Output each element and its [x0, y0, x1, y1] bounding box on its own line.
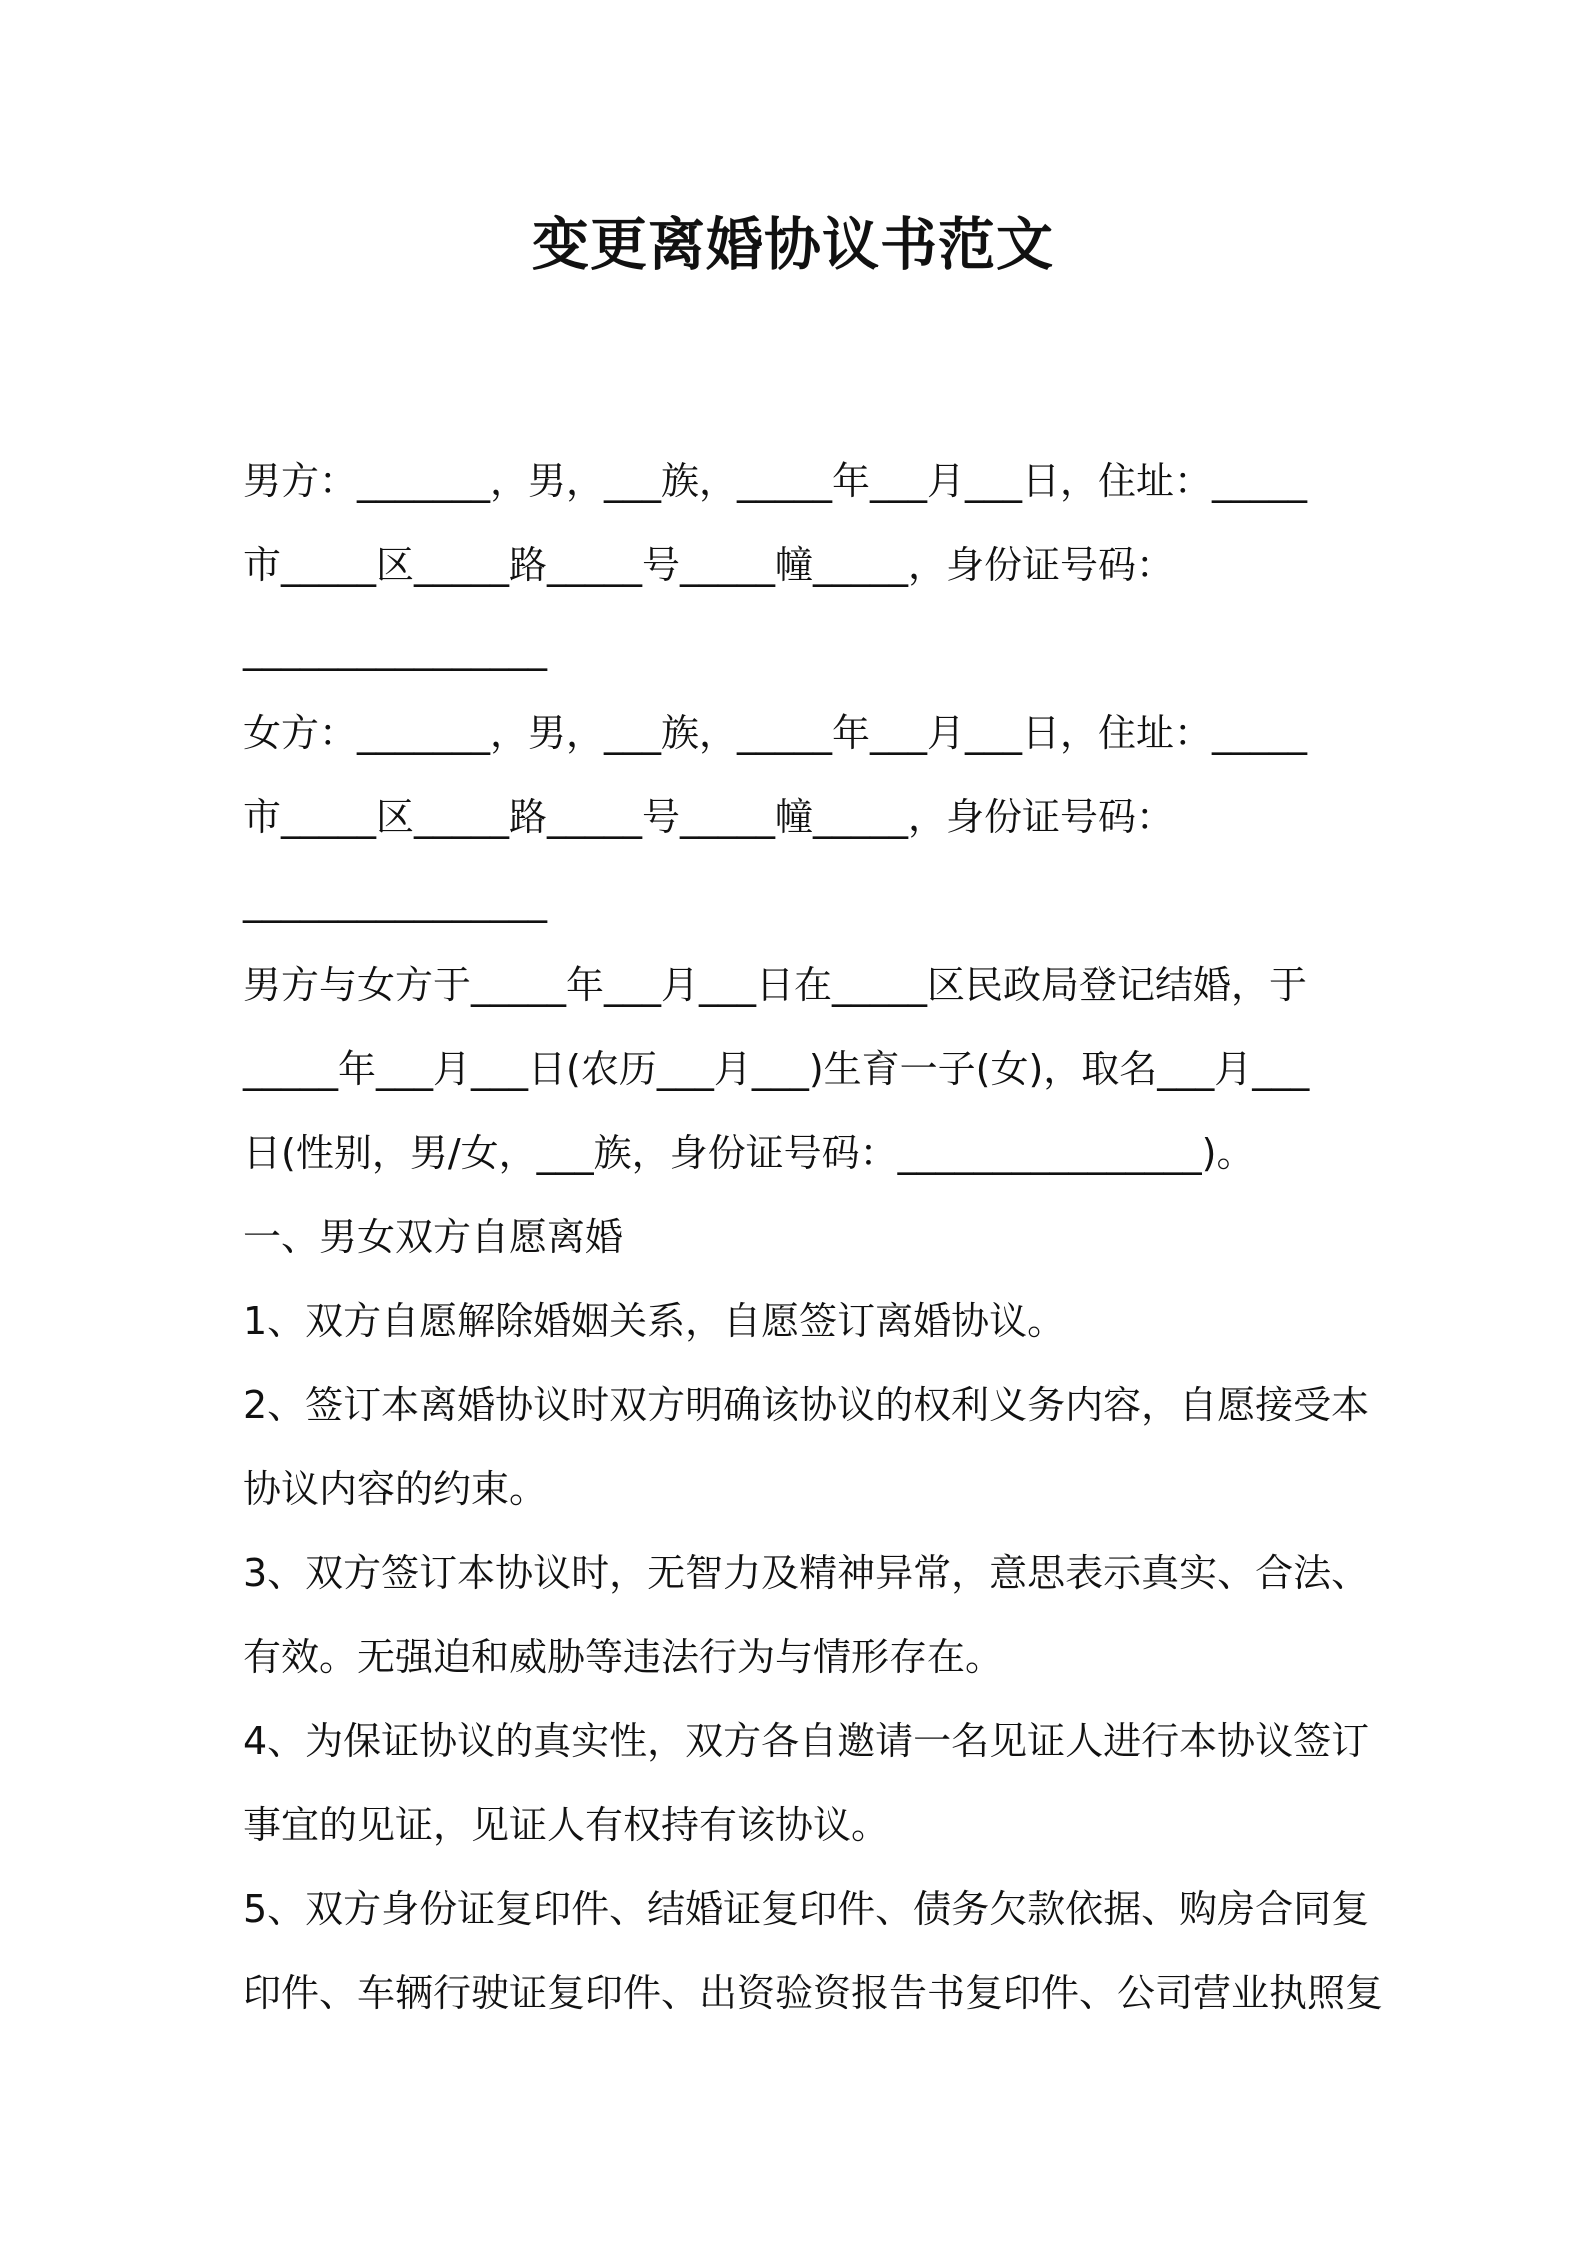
clause-4-line-1: 4、为保证协议的真实性，双方各自邀请一名见证人进行本协议签订	[243, 1719, 1370, 1763]
clause-2-line-1: 2、签订本离婚协议时双方明确该协议的权利义务内容，自愿接受本	[243, 1383, 1370, 1427]
male-id-blank: ________________	[243, 627, 547, 671]
clause-3-line-2: 有效。无强迫和威胁等违法行为与情形存在。	[243, 1635, 1004, 1679]
section-heading-1: 一、男女双方自愿离婚	[243, 1215, 624, 1259]
clause-5-line-2: 印件、车辆行驶证复印件、出资验资报告书复印件、公司营业执照复	[243, 1971, 1384, 2015]
document-title: 变更离婚协议书范文	[532, 212, 1054, 278]
clause-3-line-1: 3、双方签订本协议时，无智力及精神异常，意思表示真实、合法、	[243, 1551, 1370, 1595]
clause-5-line-1: 5、双方身份证复印件、结婚证复印件、债务欠款依据、购房合同复	[243, 1887, 1370, 1931]
marriage-line-3: 日(性别，男/女，___族，身份证号码：________________)。	[243, 1131, 1255, 1175]
marriage-line-2: _____年___月___日(农历___月___)生育一子(女)，取名___月___	[243, 1047, 1310, 1091]
clause-1: 1、双方自愿解除婚姻关系，自愿签订离婚协议。	[243, 1299, 1066, 1343]
clause-4-line-2: 事宜的见证，见证人有权持有该协议。	[243, 1803, 890, 1847]
female-party-line-1: 女方：_______，男，___族，_____年___月___日，住址：_____	[243, 711, 1308, 755]
male-party-line-1: 男方：_______，男，___族，_____年___月___日，住址：_____	[243, 459, 1308, 503]
female-party-line-2: 市_____区_____路_____号_____幢_____，身份证号码：	[243, 795, 1175, 839]
marriage-line-1: 男方与女方于_____年___月___日在_____区民政局登记结婚，于	[243, 963, 1308, 1007]
female-id-blank: ________________	[243, 879, 547, 923]
male-party-line-2: 市_____区_____路_____号_____幢_____，身份证号码：	[243, 543, 1175, 587]
clause-2-line-2: 协议内容的约束。	[243, 1467, 548, 1511]
